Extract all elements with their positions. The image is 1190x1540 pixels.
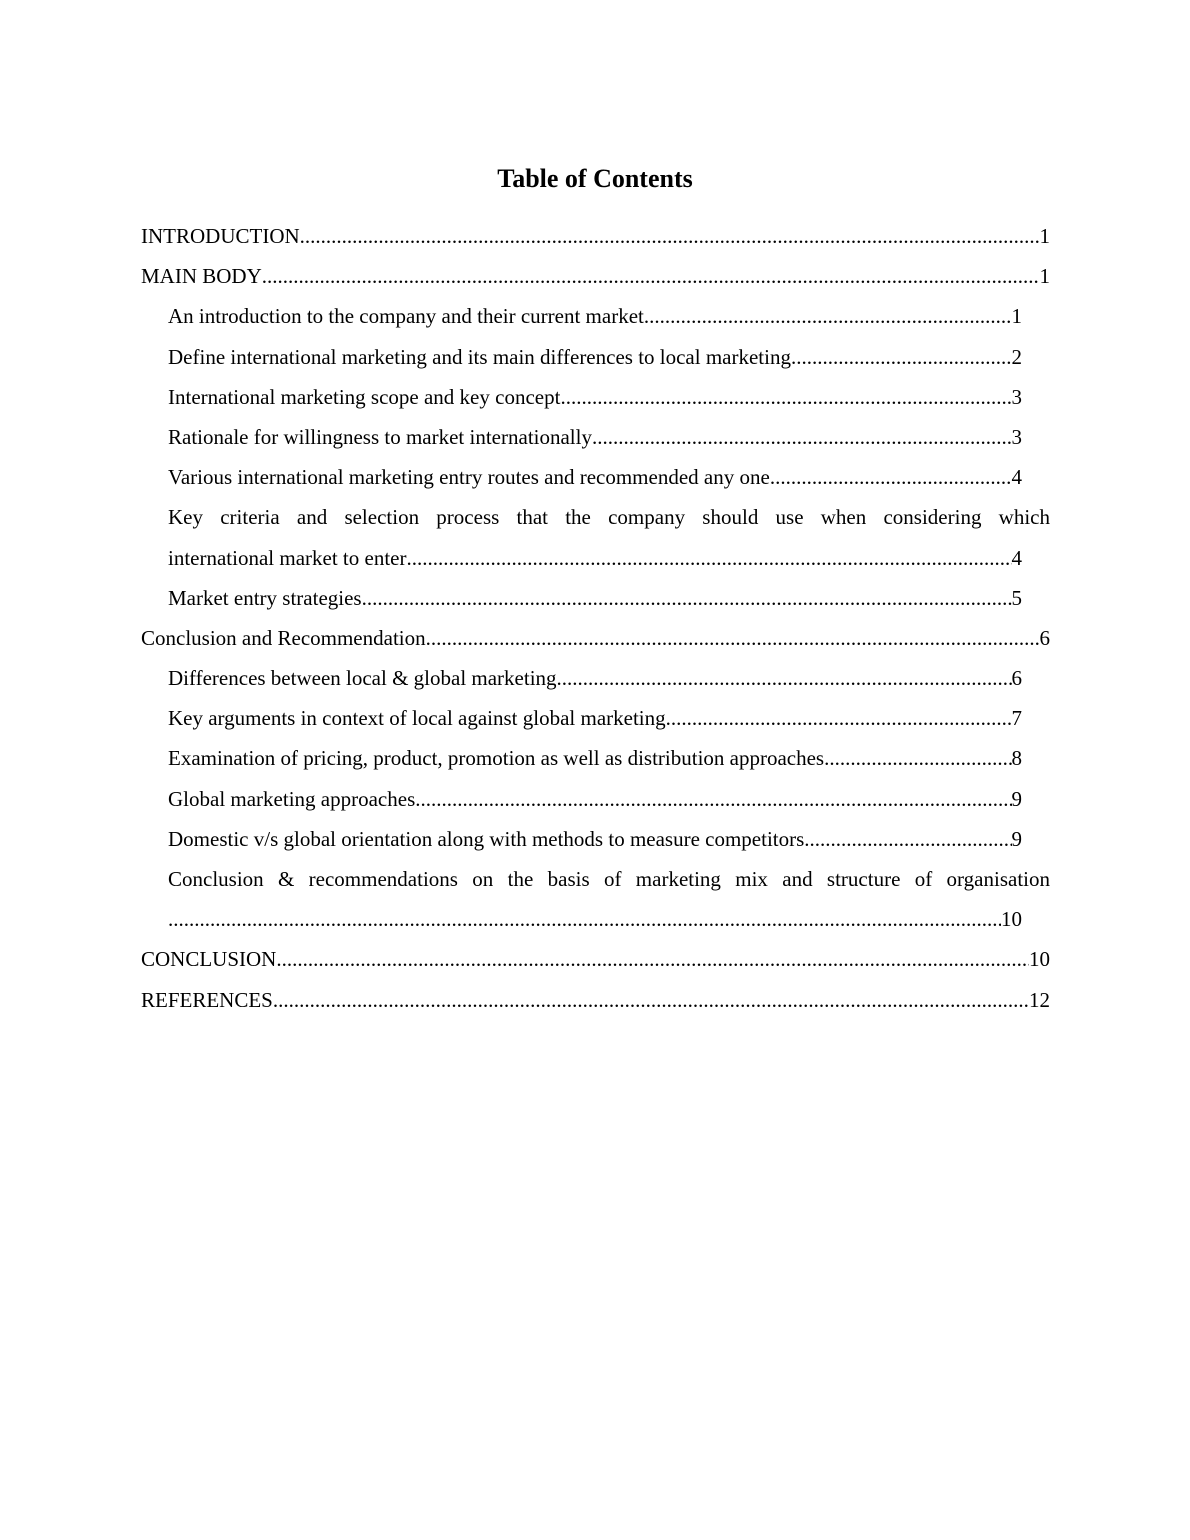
toc-entry-define-international-marketing[interactable] [141,337,1050,377]
toc-entry-page-number: 10 [1029,947,1050,972]
toc-dot-leader [824,738,1011,778]
toc-entry-label-line1: Conclusion & recommendations on the basis of marketing mix and structure of organisation [168,867,1050,891]
toc-entry-label: Examination of pricing, product, promotion as well as distribution approaches [168,746,825,771]
toc-dot-leader [262,256,1040,296]
toc-list [141,216,1050,1020]
toc-entry-entry-routes[interactable] [141,457,1050,497]
toc-entry-page-number: 7 [1011,706,1022,731]
toc-dot-leader [407,538,1012,578]
toc-entry-introduction[interactable] [141,216,1050,256]
toc-entry-page-number: 1 [1011,304,1022,329]
toc-entry-label-line1: Key criteria and selection process that the company should use when considering which [168,505,1050,530]
toc-entry-conclusion-marketing-mix[interactable] [141,859,1050,939]
toc-entry-page-number: 2 [1011,344,1022,369]
toc-dot-leader [557,658,1012,698]
toc-entry-label: Various international marketing entry routes and recommended any one [168,465,770,490]
toc-entry-key-criteria[interactable] [141,497,1050,577]
toc-entry-page-number: 6 [1039,625,1050,650]
toc-entry-second-line [168,899,1022,939]
toc-entry-company-introduction[interactable] [141,296,1050,336]
toc-entry-domestic-global-orientation[interactable] [141,819,1050,859]
toc-entry-main-body[interactable] [141,256,1050,296]
toc-entry-page-number: 12 [1029,987,1050,1012]
toc-entry-label: International marketing scope and key concept [168,384,561,409]
toc-entry-page-number: 10 [1001,907,1022,932]
toc-entry-label: INTRODUCTION [141,224,300,248]
toc-dot-leader [560,377,1011,417]
toc-dot-leader [415,779,1011,819]
toc-entry-page-number: 3 [1011,424,1022,449]
toc-entry-label: Global marketing approaches [168,786,416,811]
toc-entry-global-approaches[interactable] [141,779,1050,819]
toc-entry-label: An introduction to the company and their current market [168,304,644,329]
toc-dot-leader [273,980,1029,1020]
toc-entry-label: CONCLUSION [141,947,277,972]
toc-dot-leader [770,457,1012,497]
toc-dot-leader [276,939,1029,979]
toc-entry-label: REFERENCES [141,987,273,1012]
toc-entry-label: Market entry strategies [168,585,362,610]
toc-entry-label: Rationale for willingness to market internationally [168,424,592,449]
toc-entry-label-line2: international market to enter [168,545,407,570]
toc-entry-marketing-scope[interactable] [141,377,1050,417]
toc-entry-page-number: 6 [1011,666,1022,691]
toc-dot-leader [666,698,1012,738]
toc-entry-page-number: 1 [1039,264,1050,289]
toc-dot-leader [362,578,1012,618]
toc-entry-page-number: 5 [1011,585,1022,610]
toc-entry-label: Differences between local & global marketing [168,666,557,691]
toc-entry-page-number: 1 [1039,224,1050,248]
toc-dot-leader [592,417,1012,457]
toc-entry-rationale[interactable] [141,417,1050,457]
toc-dot-leader [168,899,1001,939]
toc-entry-conclusion[interactable] [141,939,1050,979]
toc-entry-label: MAIN BODY [141,264,262,289]
toc-entry-page-number: 9 [1011,826,1022,851]
toc-dot-leader [791,337,1012,377]
toc-entry-page-number: 4 [1011,545,1022,570]
toc-entry-page-number: 4 [1011,465,1022,490]
toc-entry-page-number: 9 [1011,786,1022,811]
toc-entry-label: Domestic v/s global orientation along with methods to measure competitors [168,826,805,851]
toc-entry-label: Define international marketing and its main differences to local marketing [168,344,791,369]
toc-entry-local-global-differences[interactable] [141,658,1050,698]
toc-entry-label: Key arguments in context of local against global marketing [168,706,666,731]
toc-entry-references[interactable] [141,980,1050,1020]
toc-title: Table of Contents [497,164,693,193]
toc-entry-label: Conclusion and Recommendation [141,625,426,650]
toc-entry-key-arguments[interactable] [141,698,1050,738]
toc-entry-pricing-examination[interactable] [141,738,1050,778]
toc-dot-leader [804,819,1011,859]
toc-dot-leader [644,296,1012,336]
toc-entry-conclusion-recommendation[interactable] [141,618,1050,658]
toc-entry-page-number: 3 [1011,384,1022,409]
toc-dot-leader [300,216,1040,256]
toc-entry-market-entry-strategies[interactable] [141,578,1050,618]
toc-entry-second-line [168,538,1022,578]
toc-entry-page-number: 8 [1011,746,1022,771]
toc-dot-leader [426,618,1040,658]
